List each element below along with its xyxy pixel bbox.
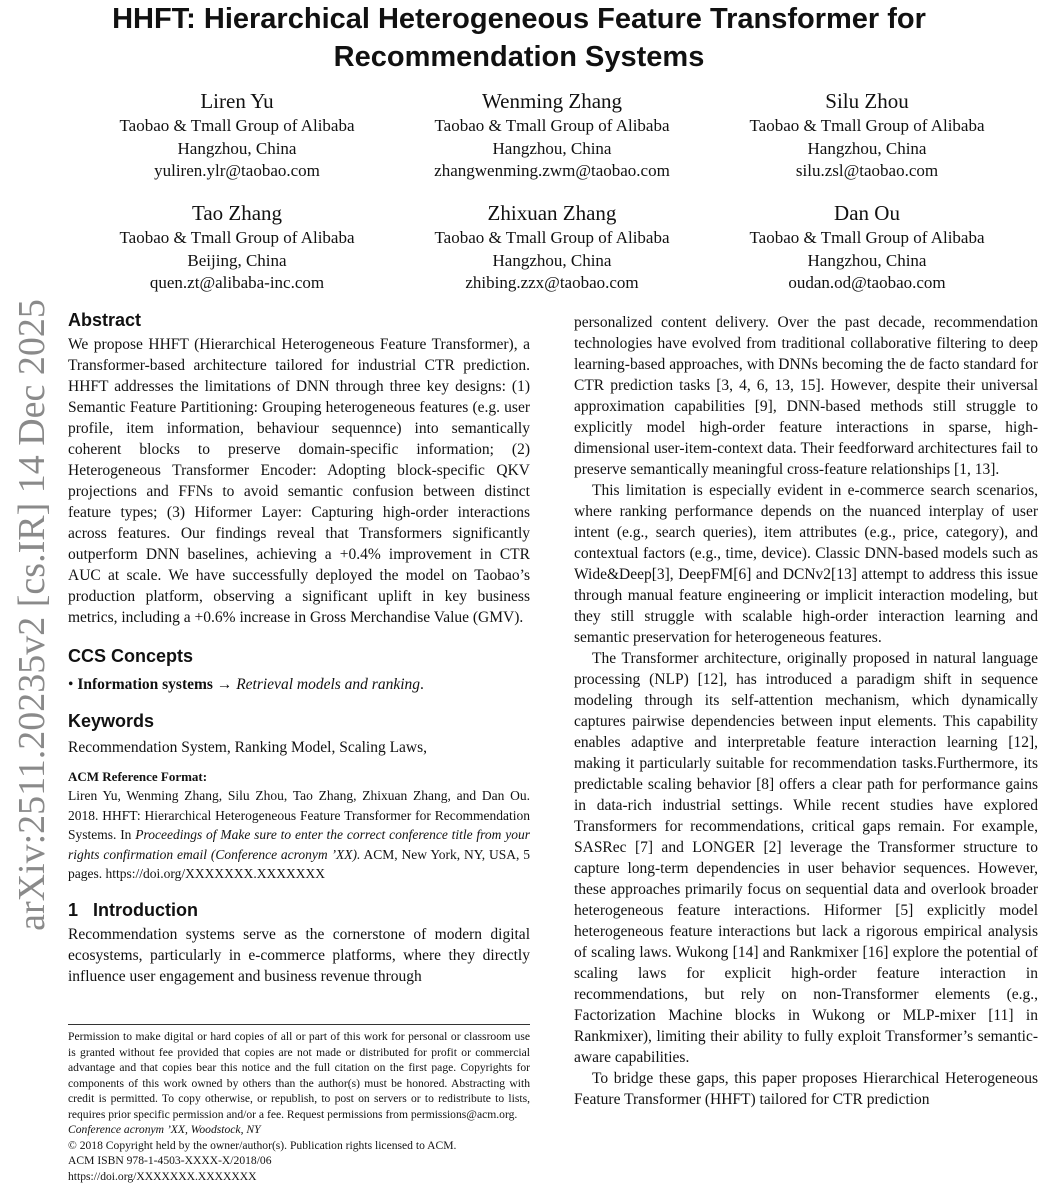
author-name: Silu Zhou xyxy=(825,89,909,113)
author-name: Liren Yu xyxy=(200,89,274,113)
intro-paragraph-4: To bridge these gaps, this paper proposes Hierarchical Heterogeneous Feature Transformer (HHFT) tailored for CTR prediction xyxy=(574,1070,1038,1108)
author-affiliation: Taobao & Tmall Group of Alibaba xyxy=(434,116,670,135)
acm-reference-part1: Liren Yu, Wenming Zhang, Silu Zhou, Tao Zhang, Zhixuan Zhang, and Dan Ou. 2018. HHFT: Hierarchical Heterogeneous Feature Transformer for Recommendation Systems. In xyxy=(68,788,530,842)
author-email[interactable]: zhangwenming.zwm@taobao.com xyxy=(434,161,670,180)
copyright-text: © 2018 Copyright held by the owner/author(s). Publication rights licensed to ACM. xyxy=(68,1138,457,1152)
doi-link[interactable]: https://doi.org/XXXXXXX.XXXXXXX xyxy=(68,1169,257,1183)
ccs-secondary: Retrieval models and ranking xyxy=(236,676,421,693)
right-column xyxy=(574,312,1038,1110)
ccs-concepts xyxy=(68,674,530,695)
ccs-bullet: • xyxy=(68,676,74,693)
abstract-heading: Abstract xyxy=(68,310,142,330)
author-affiliation: Taobao & Tmall Group of Alibaba xyxy=(434,228,670,247)
author-location: Hangzhou, China xyxy=(492,250,612,270)
acm-reference-part2: ACM, New York, NY, USA, 5 pages. https://doi.org/XXXXXXX.XXXXXXX xyxy=(68,846,530,881)
keywords-heading: Keywords xyxy=(68,711,155,731)
author-email[interactable]: yuliren.ylr@taobao.com xyxy=(154,161,320,180)
author-affiliation: Taobao & Tmall Group of Alibaba xyxy=(749,228,985,247)
author-block xyxy=(702,88,1032,183)
intro-heading-number: 1 xyxy=(68,899,79,920)
arxiv-stamp-text: arXiv:2511.20235v2 [cs.IR] 14 Dec 2025 xyxy=(11,299,53,931)
intro-heading-text: Introduction xyxy=(93,899,199,920)
intro-paragraph-1-start: Recommendation systems serve as the cornerstone of modern digital ecosystems, particularly in e-commerce platforms, where they directly influence user engagement and business revenue through xyxy=(68,925,530,985)
ccs-heading: CCS Concepts xyxy=(68,646,194,666)
ccs-end: . xyxy=(420,676,424,693)
author-name: Tao Zhang xyxy=(191,201,283,225)
conference-info: Conference acronym ’XX, Woodstock, NY xyxy=(68,1123,261,1136)
ccs-arrow: → xyxy=(216,676,233,693)
intro-paragraph-3: The Transformer architecture, originally proposed in natural language processing (NLP) [12], has introduced a paradigm shift in sequence modeling through its self-attention mechanism, which dynamically captures pairwise dependencies between input elements. This capability enables adaptive and interpretable feature interaction learning [12], making it particularly suitable for recommendation tasks.Furthermore, its predictable scaling behavior [8] offers a clear path for performance gains in data-rich industrial settings. While recent studies have explored Transformers for recommendations, critical gaps remain. For example, SASRec [7] and LONGER [2] leverage the Transformer structure to capture long-term dependencies in user behavior sequences. However, these approaches primarily focus on sequential data and overlook broader heterogeneous feature interactions. Hiformer [5] explicitly model heterogeneous feature interactions but lack a rigorous empirical analysis of scaling laws. Wukong [14] and Rankmixer [16] explore the potential of scaling laws for explicit high-order feature interaction in recommendations, but rely on non-Transformer elements (e.g., Factorization Machine blocks in Wukong or MLP-mixer [11] in Rankmixer), limiting their ability to fully exploit Transformer’s semantic-aware capabilities. xyxy=(574,650,1038,1066)
author-block xyxy=(387,200,717,295)
keywords-text: Recommendation System, Ranking Model, Scaling Laws, xyxy=(68,739,428,756)
paper-title: HHFT: Hierarchical Heterogeneous Feature Transformer for Recommendation Systems xyxy=(112,3,926,73)
author-location: Hangzhou, China xyxy=(492,138,612,158)
author-block xyxy=(387,88,717,183)
intro-paragraph-2: This limitation is especially evident in e-commerce search scenarios, where ranking performance depends on the nuanced interplay of user intent (e.g., search queries), item attributes (e.g., price, category), and contextual factors (e.g., time, device). Classic DNN-based models such as Wide&Deep[3], DeepFM[6] and DCNv2[13] attempt to address this issue through manual feature engineering or implicit interaction modeling, but they still struggle with scalable high-order interaction learning and semantic preservation for heterogeneous features. xyxy=(574,482,1038,646)
author-name: Wenming Zhang xyxy=(481,89,623,113)
permission-footnote xyxy=(68,1024,530,1184)
author-email[interactable]: oudan.od@taobao.com xyxy=(788,273,946,292)
left-column xyxy=(68,306,530,987)
author-block xyxy=(72,88,402,183)
author-email[interactable]: silu.zsl@taobao.com xyxy=(795,161,939,180)
author-location: Hangzhou, China xyxy=(807,250,927,270)
author-affiliation: Taobao & Tmall Group of Alibaba xyxy=(119,228,355,247)
author-location: Beijing, China xyxy=(187,250,287,270)
ccs-primary: Information systems xyxy=(77,676,213,693)
author-block xyxy=(72,200,402,295)
author-email[interactable]: quen.zt@alibaba-inc.com xyxy=(149,273,325,292)
permission-text: Permission to make digital or hard copies of all or part of this work for personal or classroom use is granted without fee provided that copies are not made or distributed for profit or commercial advantage and that copies bear this notice and the full citation on the first page. Copyrights for components of this work owned by others than the author(s) must be honored. Abstracting with credit is permitted. To copy otherwise, or republish, to post on servers or to redistribute to lists, requires prior specific permission and/or a fee. Request permissions from permissions@acm.org. xyxy=(68,1030,530,1121)
acm-reference-heading: ACM Reference Format: xyxy=(68,769,208,784)
author-location: Hangzhou, China xyxy=(177,138,297,158)
author-name: Zhixuan Zhang xyxy=(487,201,617,225)
author-name: Dan Ou xyxy=(834,201,900,225)
author-block xyxy=(702,200,1032,295)
author-affiliation: Taobao & Tmall Group of Alibaba xyxy=(119,116,355,135)
author-location: Hangzhou, China xyxy=(807,138,927,158)
intro-paragraph-1-cont: personalized content delivery. Over the past decade, recommendation technologies have evolved from traditional collaborative filtering to deep learning-based approaches, with DNNs becoming the de facto standard for CTR prediction tasks [3, 4, 6, 13, 15]. However, despite their universal approximation capabilities [9], DNN-based methods still struggle to explicitly model high-order feature interactions in sparse, high-dimensional user-item-context data. Their feedforward architectures fail to preserve semantically meaningful cross-feature relationships [1, 13]. xyxy=(574,314,1038,478)
acm-reference-venue: Proceedings of Make sure to enter the correct conference title from your rights confirmation email (Conference acronym ’XX). xyxy=(68,827,530,862)
isbn-text: ACM ISBN 978-1-4503-XXXX-X/2018/06 xyxy=(68,1154,272,1167)
intro-heading xyxy=(68,896,530,924)
acm-reference-text xyxy=(68,786,530,884)
abstract-text: We propose HHFT (Hierarchical Heterogeneous Feature Transformer), a Transformer-based architecture tailored for industrial CTR prediction. HHFT addresses the limitations of DNN through three key designs: (1) Semantic Feature Partitioning: Grouping heterogeneous features (e.g. user profile, item information, behaviour sequennce) into semantically coherent blocks to preserve domain-specific information; (2) Heterogeneous Transformer Encoder: Adopting block-specific QKV projections and FFNs to avoid semantic confusion between distinct feature types; (3) Hiformer Layer: Capturing high-order interactions across features. Our findings reveal that Transformers significantly outperform DNN baselines, achieving a +0.4% improvement in CTR AUC at scale. We have successfully deployed the model on Taobao’s production platform, observing a significant uplift in key business metrics, including a +0.6% increase in Gross Merchandise Value (GMV). xyxy=(68,336,530,626)
author-affiliation: Taobao & Tmall Group of Alibaba xyxy=(749,116,985,135)
author-email[interactable]: zhibing.zzx@taobao.com xyxy=(465,273,639,292)
